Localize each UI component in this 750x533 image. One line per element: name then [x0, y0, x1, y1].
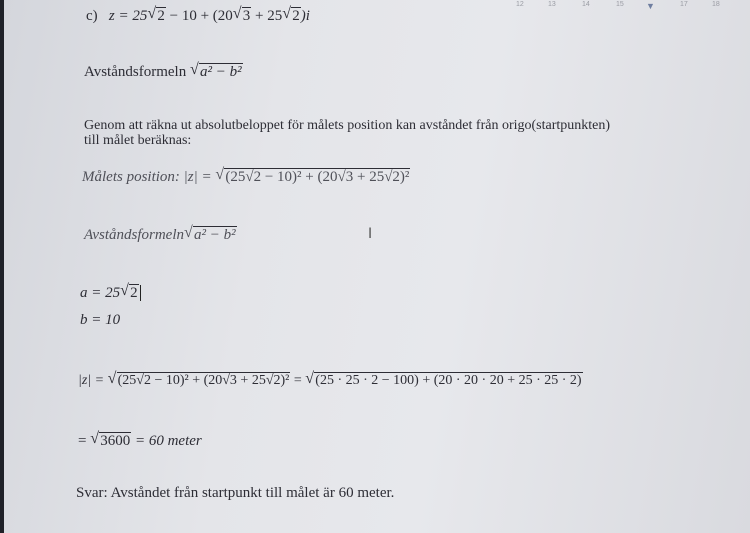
ruler-mark: 12	[516, 1, 524, 8]
paragraph-line: Genom att räkna ut absolutbeloppet för målets position kan avståndet från origo(startpunkten)	[84, 118, 611, 133]
ruler-mark: 13	[548, 1, 556, 8]
result	[78, 432, 202, 450]
ruler-mark: 14	[582, 1, 590, 8]
text-cursor-icon: I	[368, 226, 373, 242]
result-rest: = 60 meter	[131, 433, 202, 449]
sqrt: √ a² − b²	[184, 226, 237, 244]
ruler-mark: 15	[616, 1, 624, 8]
calc-lhs: |z| =	[78, 373, 108, 388]
explanation-paragraph	[84, 118, 610, 148]
sqrt: √ (25√2 − 10)² + (20√3 + 25√2)²	[108, 372, 291, 389]
a-lhs: a = 25	[80, 285, 121, 301]
a-definition	[80, 284, 141, 302]
sqrt: √ 3600	[90, 432, 131, 450]
calculation	[78, 372, 583, 389]
b-definition: b = 10	[80, 312, 121, 328]
expr-part: + 25	[251, 8, 283, 24]
ruler-mark: 18	[712, 1, 720, 8]
ruler-mark: 17	[680, 1, 688, 8]
result-eq: =	[78, 433, 91, 449]
expr-part: z = 25	[108, 8, 148, 24]
paragraph-line: till målet beräknas:	[84, 133, 192, 148]
screen-edge	[0, 0, 4, 533]
formula-label: Avståndsformeln	[84, 227, 184, 243]
sqrt: √ 2	[120, 284, 139, 302]
formula-label: Avståndsformeln	[84, 64, 190, 80]
expr-part: )i	[300, 8, 310, 24]
sqrt: √ 3	[233, 7, 252, 25]
caret	[140, 285, 141, 301]
problem-expression	[86, 7, 310, 25]
sqrt: √ (25 · 25 · 2 − 100) + (20 · 20 · 20 + 25 · 25 · 2)	[305, 372, 582, 389]
tab-marker-icon[interactable]: ▼	[646, 1, 655, 11]
sqrt: √ 2	[147, 7, 166, 25]
expr-part: − 10 + (20	[165, 8, 233, 24]
ruler	[470, 0, 750, 12]
target-position	[82, 168, 410, 186]
calc-eq: =	[290, 373, 306, 388]
position-label: Målets position: |z| =	[82, 169, 216, 185]
distance-formula-2	[84, 226, 237, 244]
distance-formula-1	[84, 63, 243, 81]
answer: Svar: Avståndet från startpunkt till målet är 60 meter.	[76, 485, 395, 501]
sqrt: √ (25√2 − 10)² + (20√3 + 25√2)²	[215, 168, 410, 186]
sqrt: √ 2	[282, 7, 301, 25]
sqrt: √ a² − b²	[190, 63, 243, 81]
problem-label: c)	[86, 8, 98, 24]
